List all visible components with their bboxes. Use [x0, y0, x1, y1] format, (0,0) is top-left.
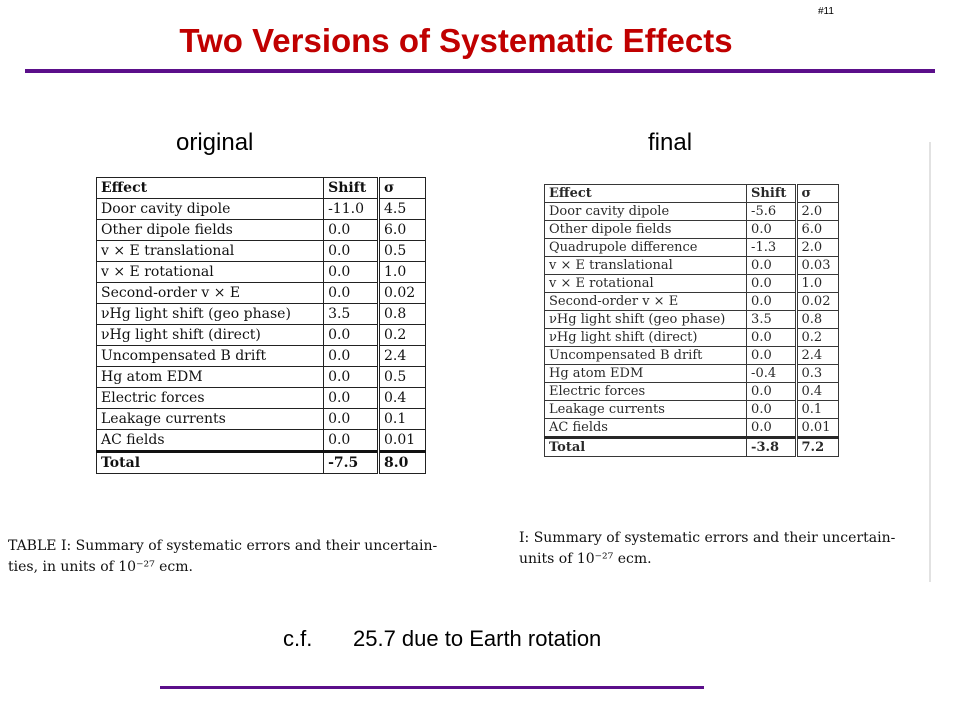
cell-sigma: 0.8	[796, 311, 838, 329]
header-effect: Effect	[97, 178, 324, 199]
header-effect: Effect	[545, 185, 747, 203]
table-row	[545, 311, 839, 329]
cell-sigma: 2.0	[796, 203, 838, 221]
cell-sigma: 0.1	[796, 401, 838, 419]
image-edge-divider	[929, 142, 931, 582]
title-underline	[25, 69, 935, 73]
cell-shift: 0.0	[747, 257, 796, 275]
table-row	[545, 293, 839, 311]
cell-shift: 0.0	[324, 220, 379, 241]
cell-sigma: 1.0	[796, 275, 838, 293]
total-label: Total	[97, 452, 324, 474]
cell-sigma: 2.0	[796, 239, 838, 257]
cell-shift: 0.0	[747, 401, 796, 419]
caption-original-line1: TABLE I: Summary of systematic errors and their uncertain-	[8, 538, 438, 554]
header-sigma: σ	[796, 185, 838, 203]
cell-effect: νHg light shift (direct)	[545, 329, 747, 347]
table-row	[545, 383, 839, 401]
cell-effect: AC fields	[545, 419, 747, 438]
cell-effect: AC fields	[97, 430, 324, 452]
table-row	[545, 419, 839, 438]
cell-effect: Door cavity dipole	[545, 203, 747, 221]
cell-effect: νHg light shift (geo phase)	[545, 311, 747, 329]
cell-effect: Hg atom EDM	[97, 367, 324, 388]
table-total-row	[97, 452, 426, 474]
table-row	[97, 346, 426, 367]
cell-sigma: 0.01	[796, 419, 838, 438]
cell-sigma: 0.2	[378, 325, 425, 346]
table-row	[97, 199, 426, 220]
cell-sigma: 4.5	[378, 199, 425, 220]
systematics-table-final	[544, 184, 839, 457]
table-row	[545, 365, 839, 383]
cell-effect: Electric forces	[97, 388, 324, 409]
cell-shift: -1.3	[747, 239, 796, 257]
table-row	[97, 241, 426, 262]
table-body-original	[97, 178, 426, 474]
caption-original-line2: ties, in units of 10⁻²⁷ ecm.	[8, 559, 193, 575]
total-shift: -7.5	[324, 452, 379, 474]
table-row	[545, 239, 839, 257]
total-sigma: 8.0	[378, 452, 425, 474]
cell-effect: Uncompensated B drift	[97, 346, 324, 367]
cell-effect: Second-order v × E	[97, 283, 324, 304]
cell-effect: Second-order v × E	[545, 293, 747, 311]
header-shift: Shift	[747, 185, 796, 203]
cell-shift: 0.0	[324, 346, 379, 367]
table-row	[97, 367, 426, 388]
header-sigma: σ	[378, 178, 425, 199]
earth-rotation-note: 25.7 due to Earth rotation	[353, 626, 602, 651]
cell-shift: 0.0	[747, 347, 796, 365]
table-row	[545, 347, 839, 365]
label-original: original	[176, 129, 254, 156]
cell-effect: Other dipole fields	[97, 220, 324, 241]
slide-title: Two Versions of Systematic Effects	[179, 22, 733, 59]
table-row	[97, 220, 426, 241]
caption-final-line2: units of 10⁻²⁷ ecm.	[519, 551, 652, 567]
table-row	[97, 283, 426, 304]
cell-sigma: 0.01	[378, 430, 425, 452]
cell-effect: Quadrupole difference	[545, 239, 747, 257]
cf-label: c.f.	[283, 626, 313, 651]
cell-sigma: 6.0	[796, 221, 838, 239]
cell-sigma: 0.03	[796, 257, 838, 275]
table-row	[545, 329, 839, 347]
systematics-table-original	[96, 177, 426, 474]
table-body-final	[545, 185, 839, 457]
cell-sigma: 1.0	[378, 262, 425, 283]
cell-effect: Door cavity dipole	[97, 199, 324, 220]
cell-sigma: 0.02	[378, 283, 425, 304]
table-total-row	[545, 438, 839, 457]
cell-effect: Uncompensated B drift	[545, 347, 747, 365]
cell-sigma: 0.5	[378, 241, 425, 262]
cell-sigma: 0.1	[378, 409, 425, 430]
cell-sigma: 0.3	[796, 365, 838, 383]
caption-original	[8, 536, 516, 578]
cell-effect: νHg light shift (direct)	[97, 325, 324, 346]
cell-shift: 0.0	[747, 221, 796, 239]
cell-effect: v × E rotational	[545, 275, 747, 293]
table-row	[97, 304, 426, 325]
cell-shift: 0.0	[324, 241, 379, 262]
cell-sigma: 6.0	[378, 220, 425, 241]
cell-effect: v × E rotational	[97, 262, 324, 283]
cell-sigma: 0.5	[378, 367, 425, 388]
table-row	[97, 430, 426, 452]
cell-shift: 0.0	[324, 325, 379, 346]
cell-effect: v × E translational	[545, 257, 747, 275]
cell-effect: Hg atom EDM	[545, 365, 747, 383]
cell-effect: v × E translational	[97, 241, 324, 262]
cell-shift: 0.0	[324, 430, 379, 452]
table-row	[97, 388, 426, 409]
total-label: Total	[545, 438, 747, 457]
cell-sigma: 2.4	[796, 347, 838, 365]
total-shift: -3.8	[747, 438, 796, 457]
cell-shift: 0.0	[324, 283, 379, 304]
caption-final	[519, 528, 929, 570]
cell-shift: 0.0	[747, 293, 796, 311]
table-row	[545, 221, 839, 239]
cell-effect: Electric forces	[545, 383, 747, 401]
table-row	[97, 262, 426, 283]
cell-shift: -11.0	[324, 199, 379, 220]
cell-effect: Leakage currents	[97, 409, 324, 430]
cell-shift: 0.0	[747, 275, 796, 293]
cell-sigma: 0.2	[796, 329, 838, 347]
cell-shift: 0.0	[324, 367, 379, 388]
cell-shift: 0.0	[747, 329, 796, 347]
cell-shift: 3.5	[747, 311, 796, 329]
cell-sigma: 0.02	[796, 293, 838, 311]
cell-shift: 0.0	[747, 383, 796, 401]
header-shift: Shift	[324, 178, 379, 199]
table-row	[545, 275, 839, 293]
table-header-row	[545, 185, 839, 203]
cell-shift: 0.0	[324, 262, 379, 283]
label-final: final	[648, 129, 693, 156]
cell-shift: -5.6	[747, 203, 796, 221]
total-sigma: 7.2	[796, 438, 838, 457]
table-row	[97, 409, 426, 430]
cell-shift: -0.4	[747, 365, 796, 383]
cell-sigma: 2.4	[378, 346, 425, 367]
cell-shift: 0.0	[324, 409, 379, 430]
cell-shift: 0.0	[747, 419, 796, 438]
table-row	[545, 401, 839, 419]
caption-final-line1: I: Summary of systematic errors and their uncertain-	[519, 530, 896, 546]
slide-number: #11	[818, 6, 834, 17]
table-header-row	[97, 178, 426, 199]
cell-sigma: 0.4	[378, 388, 425, 409]
cell-shift: 0.0	[324, 388, 379, 409]
table-row	[97, 325, 426, 346]
cell-effect: νHg light shift (geo phase)	[97, 304, 324, 325]
table-row	[545, 257, 839, 275]
cell-effect: Other dipole fields	[545, 221, 747, 239]
table-row	[545, 203, 839, 221]
cell-shift: 3.5	[324, 304, 379, 325]
cell-sigma: 0.8	[378, 304, 425, 325]
cell-sigma: 0.4	[796, 383, 838, 401]
cell-effect: Leakage currents	[545, 401, 747, 419]
bottom-rule	[160, 686, 704, 689]
